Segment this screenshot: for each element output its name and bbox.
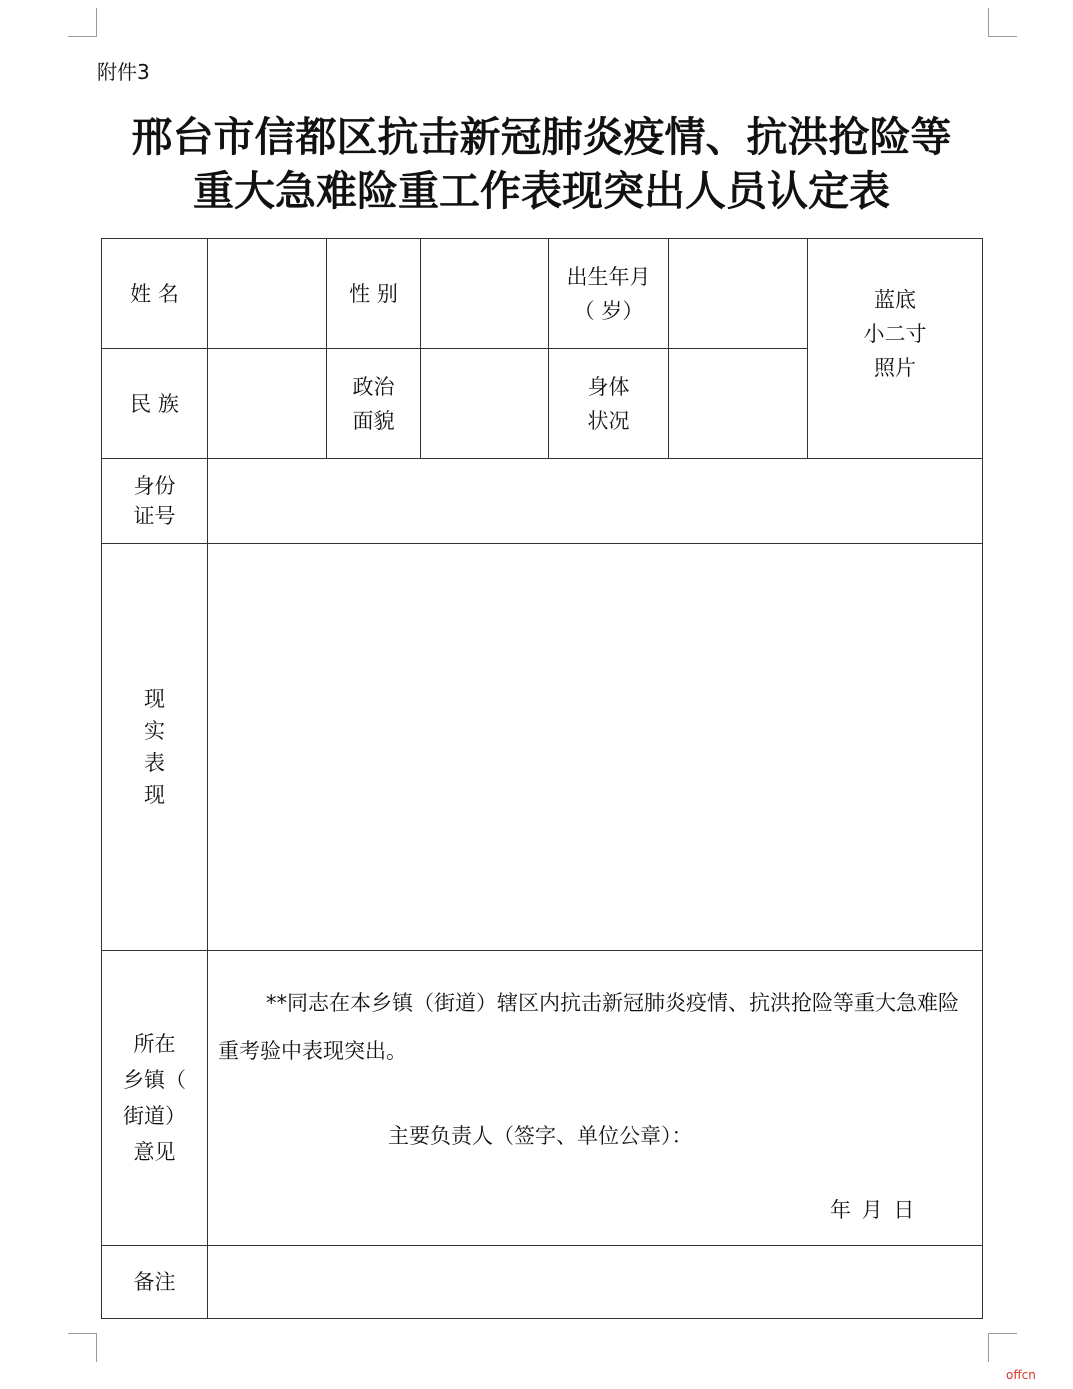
opinion-label-line-4: 意见 (133, 1140, 176, 1164)
crop-mark-top-right (988, 8, 1017, 37)
performance-char-4: 现 (144, 783, 165, 807)
birth-label-line-2: （ 岁） (573, 298, 644, 323)
ethnicity-field[interactable] (208, 349, 327, 459)
remarks-label: 备注 (102, 1246, 208, 1319)
id-line-1: 身份 (133, 474, 176, 498)
photo-line-2: 小二寸 (863, 322, 927, 346)
remarks-field[interactable] (208, 1246, 983, 1319)
political-status-label (327, 349, 421, 459)
gender-field[interactable] (421, 239, 549, 349)
id-number-field[interactable] (208, 459, 983, 544)
watermark-logo: offcn (1006, 1368, 1036, 1382)
birth-label-line-1: 出生年月 (566, 264, 651, 289)
id-line-2: 证号 (133, 504, 176, 528)
performance-char-3: 表 (144, 751, 165, 775)
attachment-label: 附件3 (97, 60, 150, 84)
performance-char-2: 实 (144, 719, 165, 743)
date-line: 年 月 日 (830, 1198, 917, 1222)
opinion-label-line-1: 所在 (133, 1032, 176, 1056)
title-line-2: 重大急难险重工作表现突出人员认定表 (193, 167, 890, 215)
gender-label: 性 别 (327, 239, 421, 349)
political-status-field[interactable] (421, 349, 549, 459)
id-number-label (102, 459, 208, 544)
birth-field[interactable] (669, 239, 808, 349)
birth-label (549, 239, 669, 349)
health-field[interactable] (669, 349, 808, 459)
ethnicity-label: 民 族 (102, 349, 208, 459)
performance-field[interactable] (208, 544, 983, 951)
opinion-label-line-2: 乡镇（ (123, 1068, 186, 1092)
name-label: 姓 名 (102, 239, 208, 349)
township-opinion-field[interactable] (208, 951, 983, 1246)
performance-char-1: 现 (144, 687, 165, 711)
township-opinion-label (102, 951, 208, 1246)
photo-area[interactable] (808, 239, 983, 459)
name-field[interactable] (208, 239, 327, 349)
crop-mark-top-left (68, 8, 97, 37)
health-label (549, 349, 669, 459)
opinion-label-line-3: 街道） (123, 1104, 186, 1128)
political-line-1: 政治 (352, 374, 395, 399)
signature-line: 主要负责人（签字、单位公章）： (388, 1124, 693, 1148)
crop-mark-bottom-right (988, 1333, 1017, 1362)
photo-line-3: 照片 (874, 356, 916, 380)
performance-label (102, 544, 208, 951)
health-line-2: 状况 (587, 408, 630, 433)
title-line-1: 邢台市信都区抗击新冠肺炎疫情、抗洪抢险等 (131, 113, 952, 161)
political-line-2: 面貌 (352, 408, 395, 433)
opinion-text: **同志在本乡镇（街道）辖区内抗击新冠肺炎疫情、抗洪抢险等重大急难险重考验中表现突出。 (218, 991, 959, 1063)
health-line-1: 身体 (587, 374, 630, 399)
document-title (60, 110, 1023, 218)
photo-line-1: 蓝底 (874, 288, 916, 312)
recognition-form-table (101, 238, 983, 1319)
crop-mark-bottom-left (68, 1333, 97, 1362)
